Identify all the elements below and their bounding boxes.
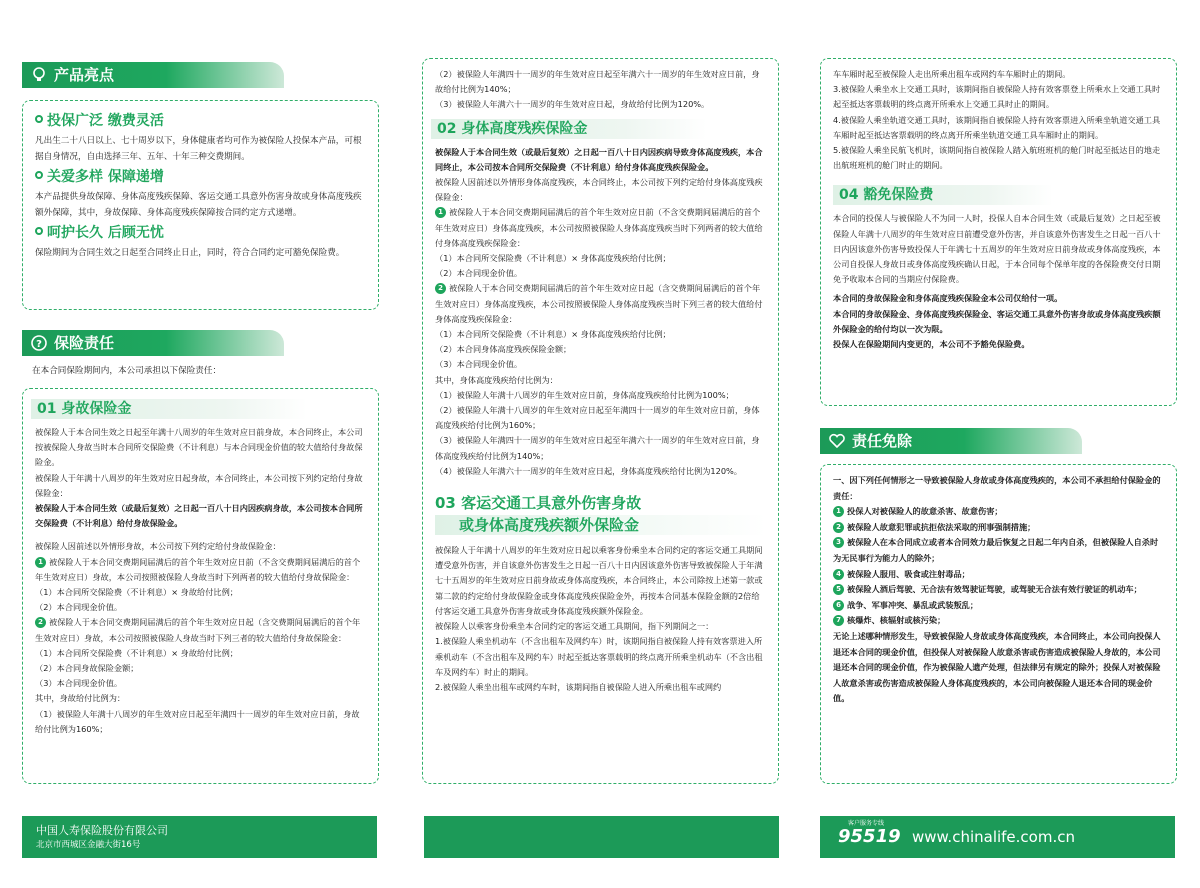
s01-item-1a: （1）本合同所交保险费（不计利息）× 身故给付比例； [35,587,238,598]
ex-intro: 一、因下列任何情形之一导致被保险人身故或身体高度残疾的，本公司不承担给付保险金的责任： [833,475,1161,501]
duty-intro: 在本合同保险期间内，本公司承担以下保险责任： [32,366,222,376]
section-02-title: 02 身体高度残疾保险金 [431,119,707,139]
s02-ratio: 其中，身体高度残疾给付比例为： [435,374,558,385]
s02-ratio-1: （1）被保险人年满十八周岁的年生效对应日前，身体高度残疾给付比例为100%； [435,389,734,400]
highlight-heading-3: 呵护长久 后顾无忧 [35,223,366,243]
exclusion-box [820,464,1177,784]
s02-item-2c: （3）本合同现金价值。 [435,359,523,370]
footer-middle [424,816,779,858]
ratio-2: （2）被保险人年满四十一周岁的年生效对应日起至年满六十一周岁的年生效对应日前，身故给付比例为140%； [435,69,760,95]
s02-item-2b: （2）本合同身体高度残疾保险金额； [435,344,572,355]
hotline-logo [838,820,901,847]
middle-box [422,58,779,784]
s04-b2: 本合同的身故保险金、身体高度残疾保险金、客运交通工具意外伤害身故或身体高度残疾额外保险金的给付均以一次为限。 [833,308,1161,334]
footer-company [22,816,377,858]
s01-p1: 被保险人于本合同生效之日起至年满十八周岁的年生效对应日前身故，本合同终止，本公司按被保险人身故当时本合同所交保险费（不计利息）与本合同现金价值的较大值给付身故保险金。 [35,427,363,468]
exclusion-title: 责任免除 [852,432,913,450]
s02-item-1b: （2）本合同现金价值。 [435,268,523,279]
highlights-title: 产品亮点 [54,66,115,84]
section-01-title: 01 身故保险金 [31,399,307,419]
s03-item-4: 4.被保险人乘坐轨道交通工具时，该期间指自被保险人持有效客票进入所乘坐轨道交通工具车厢时起至抵达客票载明的终点离开所乘坐轨道交通工具车厢时止的期间。 [833,114,1161,140]
ex-item-1: 1 投保人对被保险人的故意杀害、故意伤害； [833,504,1164,520]
s03-item-2: 2.被保险人乘坐出租车或网约车时，该期间指自被保险人进入所乘出租车或网约 [435,681,722,692]
s04-b3: 投保人在保险期间内变更的，本公司不予豁免保险费。 [833,339,1030,350]
highlight-text-1: 凡出生二十八日以上、七十周岁以下，身体健康者均可作为被保险人投保本产品，可根据自身情况，自由选择三年、五年、十年三种交费期间。 [35,136,362,162]
s02-p1b: 被保险人因前述以外情形身体高度残疾，本合同终止，本公司按下列约定给付身体高度残疾保险金： [435,177,763,203]
s04-b1: 本合同的身故保险金和身体高度残疾保险金本公司仅给付一项。 [833,293,1063,304]
highlights-box [22,100,379,310]
s01-item-1b: （2）本合同现金价值。 [35,602,123,613]
s03-cont-0: 车车厢时起至被保险人走出所乘出租车或网约车车厢时止的期间。 [833,69,1071,79]
hotline-number: 95519 [838,826,901,847]
s01-item-2b: （2）本合同身故保险金额； [35,663,139,674]
s01-p2a: 被保险人于年满十八周岁的年生效对应日起身故，本合同终止，本公司按下列约定给付身故保险金： [35,472,363,498]
s02-ratio-2: （2）被保险人年满十八周岁的年生效对应日起至年满四十一周岁的年生效对应日前，身体高度残疾给付比例为160%； [435,405,760,431]
s02-item-1: 1 被保险人于本合同交费期间届满后的首个年生效对应日前（不含交费期间届满后的首个年生效对应日）身体高度残疾，本公司按照被保险人身体高度残疾当时下列两者的较大值给付身体高度残疾保险金： [435,207,763,248]
heart-icon [828,432,846,450]
s01-item-2: 2 被保险人于本合同交费期间届满后的首个年生效对应日起（含交费期间届满后的首个年生效对应日）身故，本公司按照被保险人身故当时下列三者的较大值给付身故保险金： [35,617,361,643]
s01-ratio: 其中，身故给付比例为： [35,693,126,704]
s02-ratio-3: （3）被保险人年满四十一周岁的年生效对应日起至年满六十一周岁的年生效对应日前，身体高度残疾给付比例为140%； [435,435,760,461]
ex-tail: 无论上述哪种情形发生，导致被保险人身故或身体高度残疾，本合同终止，本公司向投保人退还本合同的现金价值，但投保人对被保险人故意杀害或伤害造成被保险人身故的，本公司退还本合同的现金价值，作为被保险人遗产处理，但法律另有规定的除外；投保人对被保险人故意杀害或伤害造成被保险人身体高度残疾的，本公司向被保险人退还本合同的现金价值。 [833,630,1161,704]
ratio-3: （3）被保险人年满六十一周岁的年生效对应日起，身故给付比例为120%。 [435,99,710,110]
duty-title: 保险责任 [54,334,115,352]
s01-p2b: 被保险人于本合同生效（或最后复效）之日起一百八十日内因疾病身故，本公司按本合同所交保险费（不计利息）给付身故保险金。 [35,503,363,529]
s04-p1: 本合同的投保人与被保险人不为同一人时，投保人自本合同生效（或最后复效）之日起至被保险人年满十八周岁的年生效对应日前遭受意外伤害，并自该意外伤害发生之日起一百八十日内因该意外伤害导致投保人于年满七十五周岁的年生效对应日前身故或身体高度残疾，本公司自投保人身故日或身体高度残疾确认日起，于本合同每个保单年度的各保险费交付日期免予收取本合同的当期应付保险费。 [833,213,1161,285]
s03-item-1: 1.被保险人乘坐机动车（不含出租车及网约车）时，该期间指自被保险人持有效客票进入所乘机动车（不含出租车及网约车）时起至抵达客票载明的终点离开所乘坐机动车（不含出租车及网约车）时止的期间。 [435,636,763,677]
highlights-header [22,62,284,88]
s03-p1: 被保险人于年满十八周岁的年生效对应日起以乘客身份乘坐本合同约定的客运交通工具期间遭受意外伤害，并自该意外伤害发生之日起一百八十日内因该意外伤害导致被保险人于年满七十五周岁的年生效对应日前身故或身体高度残疾，本合同终止，本公司除按上述第一款或第二款的约定给付身故保险金或身体高度残疾保险金外，再按本合同基本保险金额的2倍给付客运交通工具意外伤害身故或身体高度残疾额外保险金。 [435,545,763,616]
highlight-text-3: 保险期间为合同生效之日起至合同终止日止，同时，符合合同约定可豁免保险费。 [35,248,345,258]
column-middle [422,0,782,888]
highlight-heading-2: 关爱多样 保障递增 [35,167,366,187]
ex-item-3: 3 被保险人在本合同成立或者本合同效力最后恢复之日起二年内自杀，但被保险人自杀时为无民事行为能力人的除外； [833,537,1159,563]
hotline-label: 客户服务专线 [848,820,885,827]
lightbulb-icon [30,66,48,84]
s03-item-3: 3.被保险人乘坐水上交通工具时，该期间指自被保险人持有效客票登上所乘水上交通工具时起至抵达客票载明的终点离开所乘水上交通工具时止的期间。 [833,84,1161,110]
s01-item-2c: （3）本合同现金价值。 [35,678,123,689]
s02-p1: 被保险人于本合同生效（或最后复效）之日起一百八十日内因疾病导致身体高度残疾，本合同终止，本公司按本合同所交保险费（不计利息）给付身体高度残疾保险金。 [435,146,763,172]
website-link[interactable]: www.chinalife.com.cn [912,828,1075,846]
ex-item-4: 4 被保险人服用、吸食或注射毒品； [833,567,1164,583]
right-top-box [820,58,1177,406]
duty-header [22,330,284,356]
ex-item-5: 5 被保险人酒后驾驶、无合法有效驾驶证驾驶，或驾驶无合法有效行驶证的机动车； [833,582,1164,598]
s02-item-1a: （1）本合同所交保险费（不计利息）× 身体高度残疾给付比例； [435,253,671,264]
svg-text:?: ? [36,339,42,350]
s01-ratio-1: （1）被保险人年满十八周岁的年生效对应日起至年满四十一周岁的年生效对应日前，身故给付比例为160%； [35,708,360,734]
section-04-title: 04 豁免保险费 [833,185,1053,205]
footer-contact [820,816,1175,858]
s03-p2: 被保险人以乘客身份乘坐本合同约定的客运交通工具期间，指下列期间之一： [435,621,714,632]
s03-item-5: 5.被保险人乘坐民航飞机时，该期间指自被保险人踏入航班班机的舱门时起至抵达目的地走出航班班机的舱门时止的期间。 [833,145,1161,171]
exclusion-header [820,428,1082,454]
death-benefit-box [22,388,379,784]
s02-item-2a: （1）本合同所交保险费（不计利息）× 身体高度残疾给付比例； [435,329,671,340]
column-left [22,0,382,888]
column-right [820,0,1180,888]
question-circle-icon [30,334,48,352]
s01-p3: 被保险人因前述以外情形身故，本公司按下列约定给付身故保险金： [35,541,281,552]
s01-item-2a: （1）本合同所交保险费（不计利息）× 身故给付比例； [35,647,238,658]
highlight-text-2: 本产品提供身故保障、身体高度残疾保障、客运交通工具意外伤害身故或身体高度残疾额外保障，其中，身故保障、身体高度残疾保障按合同约定方式递增。 [35,192,362,218]
section-03-title: 03 客运交通工具意外伤害身故 或身体高度残疾额外保险金 [435,493,766,535]
ex-item-6: 6 战争、军事冲突、暴乱或武装叛乱； [833,598,1164,614]
company-address: 北京市西城区金融大街16号 [36,840,141,850]
s01-item-1: 1 被保险人于本合同交费期间届满后的首个年生效对应日前（不含交费期间届满后的首个年生效对应日）身故，本公司按照被保险人身故当时下列两者的较大值给付身故保险金： [35,556,361,582]
s02-ratio-4: （4）被保险人年满六十一周岁的年生效对应日起，身体高度残疾给付比例为120%。 [435,465,742,476]
company-name: 中国人寿保险股份有限公司 [36,824,168,837]
ex-item-7: 7 核爆炸、核辐射或核污染； [833,613,1164,629]
ex-item-2: 2 被保险人故意犯罪或抗拒依法采取的刑事强制措施； [833,520,1164,536]
s02-item-2: 2 被保险人于本合同交费期间届满后的首个年生效对应日起（含交费期间届满后的首个年生效对应日）身体高度残疾，本公司按照被保险人身体高度残疾当时下列三者的较大值给付身体高度残疾保险金： [435,283,763,324]
highlight-heading-1: 投保广泛 缴费灵活 [35,111,366,131]
